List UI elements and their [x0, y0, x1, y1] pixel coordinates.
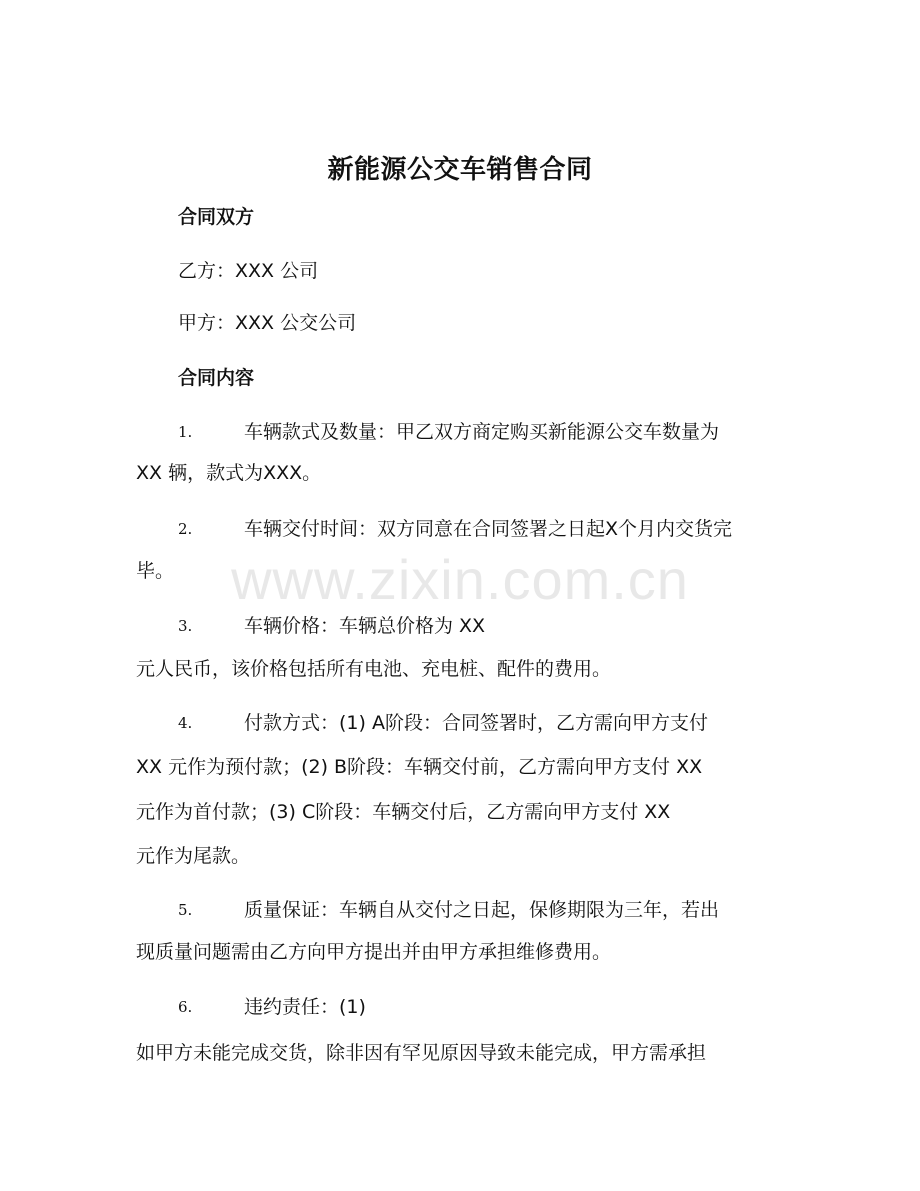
item-number: 4. [178, 714, 193, 732]
item-text-line: 车辆价格：车辆总价格为 XX [244, 615, 486, 637]
item-number: 3. [178, 617, 193, 635]
parties-heading: 合同双方 [178, 206, 255, 228]
item-text-line: XX 辆，款式为XXX。 [136, 462, 322, 484]
party-a-line: 甲方：XXX 公交公司 [178, 312, 357, 334]
item-text-line: 付款方式：(1) A阶段：合同签署时，乙方需向甲方支付 [244, 712, 708, 734]
item-number: 2. [178, 520, 193, 538]
party-b-line: 乙方：XXX 公司 [178, 260, 319, 282]
item-text-line: 元作为尾款。 [136, 845, 251, 867]
item-text-line: 车辆款式及数量：甲乙双方商定购买新能源公交车数量为 [244, 421, 720, 443]
item-text-line: 如甲方未能完成交货，除非因有罕见原因导致未能完成，甲方需承担 [136, 1042, 707, 1064]
item-text-line: 车辆交付时间：双方同意在合同签署之日起X个月内交货完 [244, 518, 733, 540]
item-number: 5. [178, 901, 193, 919]
content-heading: 合同内容 [178, 367, 255, 389]
document-title: 新能源公交车销售合同 [327, 155, 593, 185]
item-text-line: 元作为首付款；(3) C阶段：车辆交付后，乙方需向甲方支付 XX [136, 801, 671, 823]
item-number: 1. [178, 423, 193, 441]
item-text-line: 质量保证：车辆自从交付之日起，保修期限为三年，若出 [244, 899, 720, 921]
item-text-line: 毕。 [136, 560, 175, 582]
item-number: 6. [178, 998, 193, 1016]
watermark-text: www.zixin.com.cn [231, 548, 689, 611]
item-text-line: 元人民币，该价格包括所有电池、充电桩、配件的费用。 [136, 658, 612, 680]
item-text-line: 违约责任：(1) [244, 996, 366, 1018]
item-text-line: 现质量问题需由乙方向甲方提出并由甲方承担维修费用。 [136, 941, 612, 963]
item-text-line: XX 元作为预付款；(2) B阶段：车辆交付前，乙方需向甲方支付 XX [136, 756, 703, 778]
